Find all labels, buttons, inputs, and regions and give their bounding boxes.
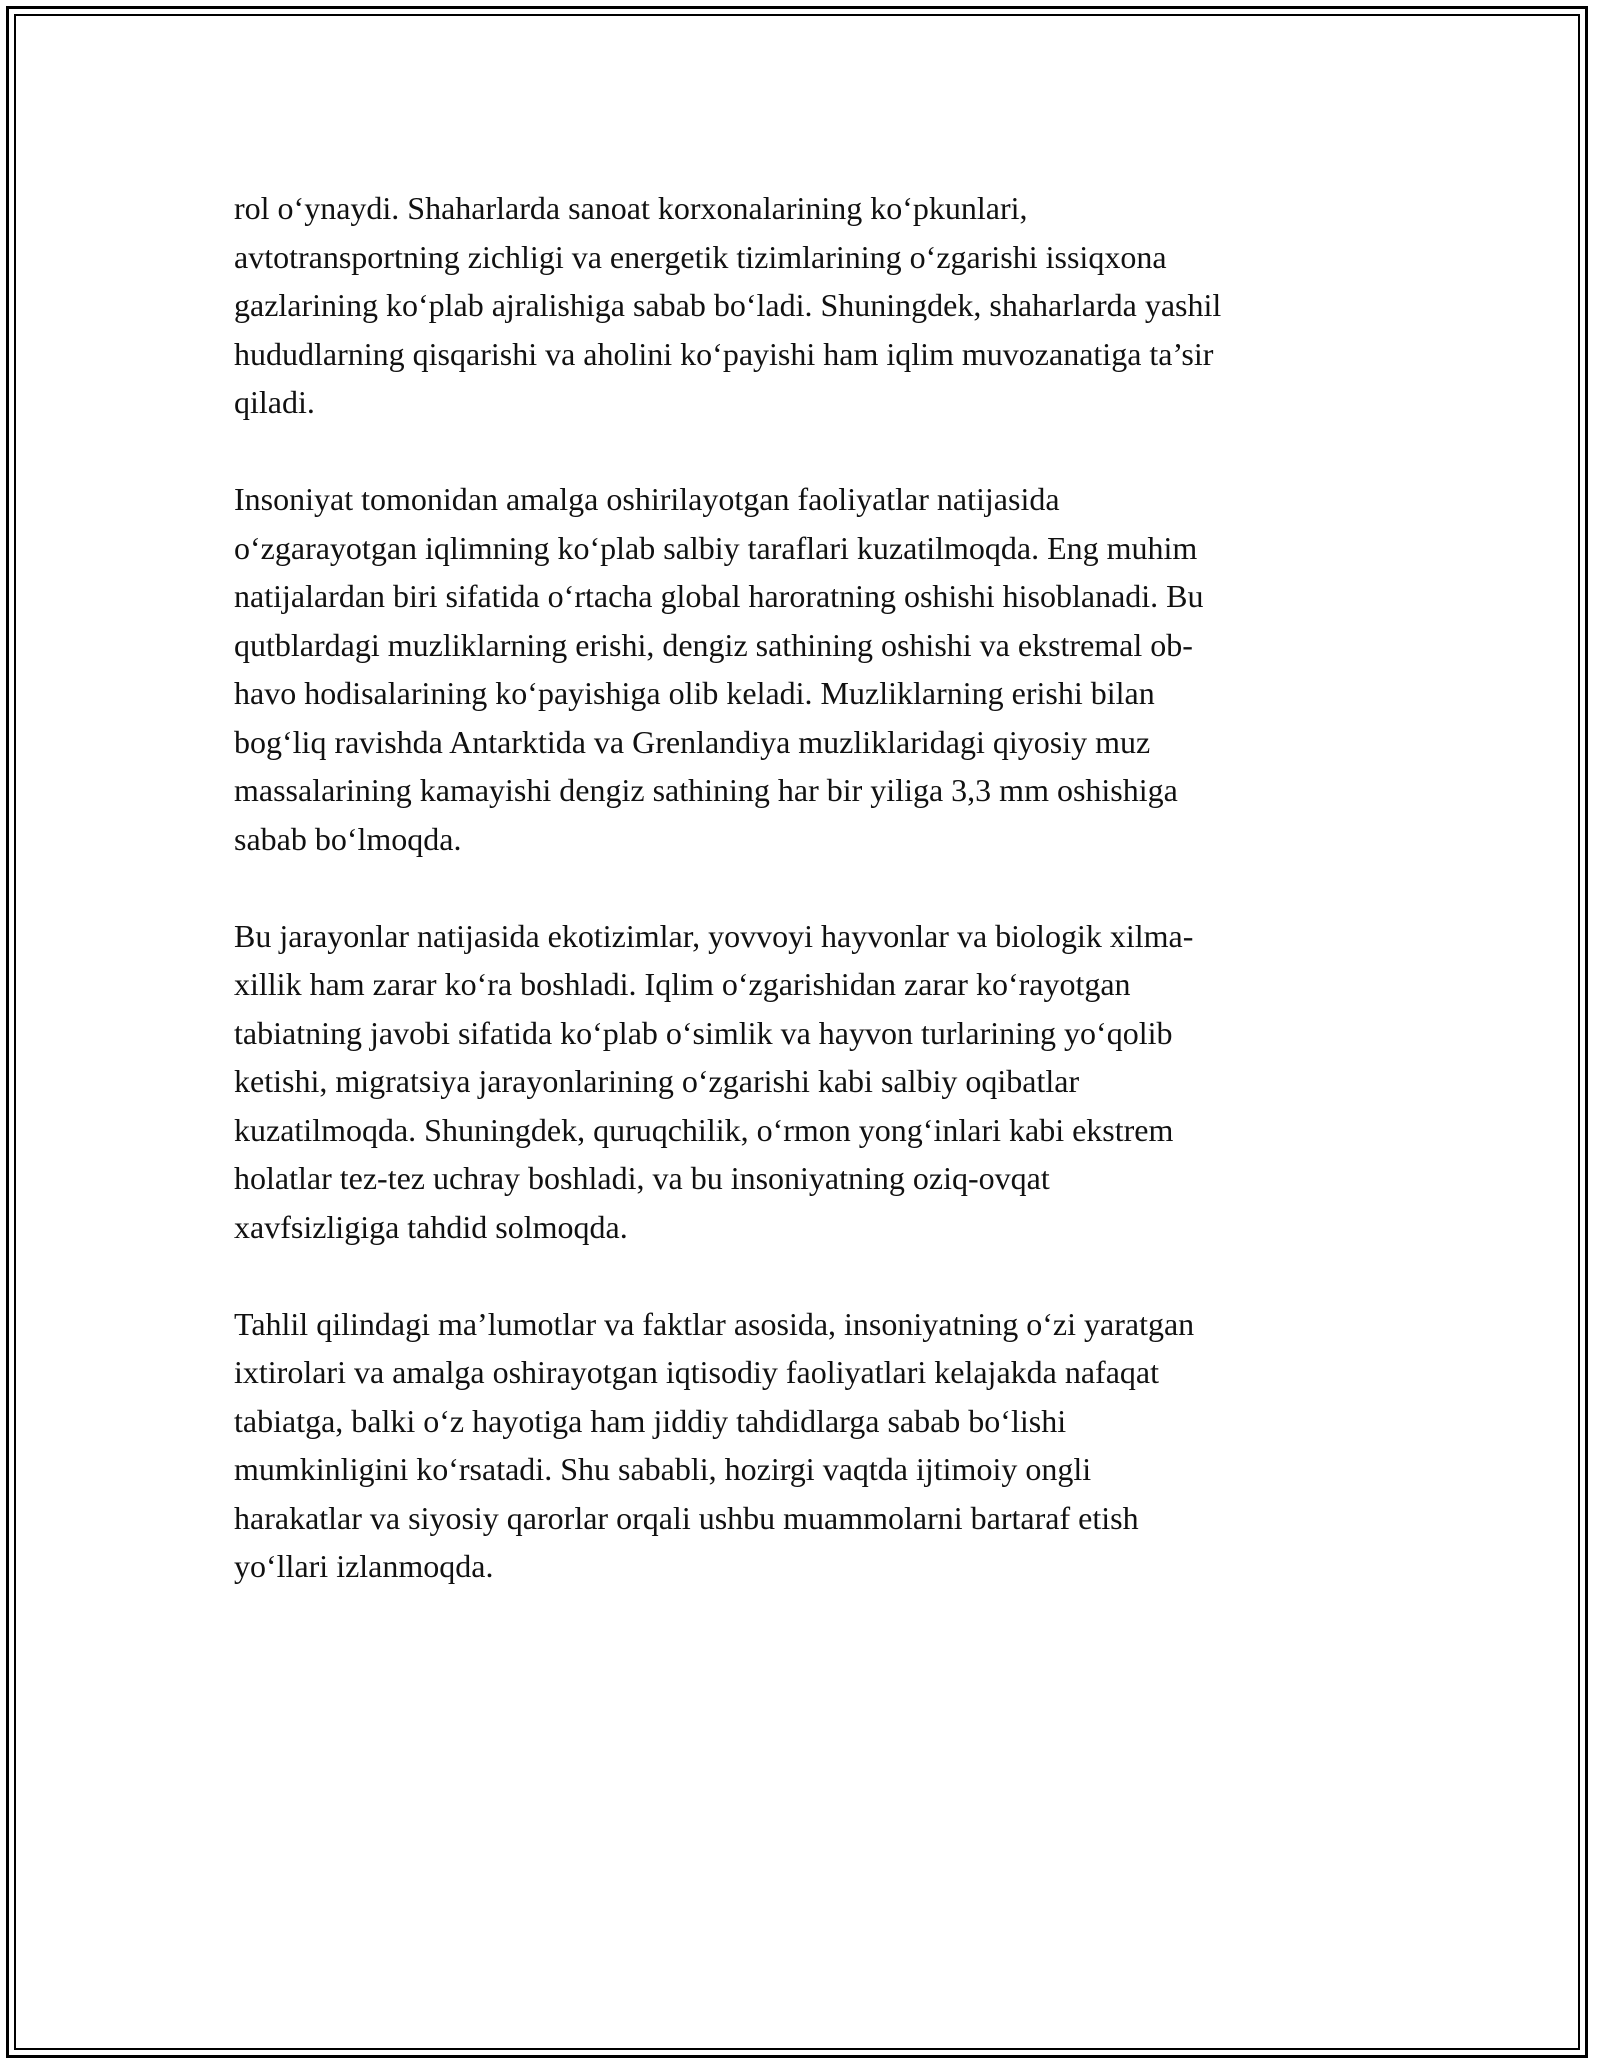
text-line: yo‘llari izlanmoqda. (234, 1548, 494, 1584)
text-line: qiladi. (234, 384, 315, 420)
text-line: kuzatilmoqda. Shuningdek, quruqchilik, o‘rmon yong‘inlari kabi ekstrem (234, 1111, 1174, 1148)
paragraph-1 (234, 184, 1374, 427)
text-line: tabiatga, balki o‘z hayotiga ham jiddiy tahdidlarga sabab bo‘lishi (234, 1402, 1067, 1439)
paragraph-4 (234, 1300, 1374, 1591)
text-line: Insoniyat tomonidan amalga oshirilayotgan faoliyatlar natijasida (234, 481, 1060, 517)
text-line: Bu jarayonlar natijasida ekotizimlar, yovvoyi hayvonlar va biologik xilma- (234, 917, 1194, 954)
text-line: bog‘liq ravishda Antarktida va Grenlandiya muzliklaridagi qiyosiy muz (234, 723, 1151, 760)
text-line: sabab bo‘lmoqda. (234, 820, 462, 857)
text-line: hududlarning qisqarishi va aholini ko‘payishi ham iqlim muvozanatiga ta’sir (234, 335, 1214, 372)
text-line: natijalardan biri sifatida o‘rtacha global haroratning oshishi hisoblanadi. Bu (234, 578, 1204, 614)
text-line: Tahlil qilindagi ma’lumotlar va faktlar asosida, insoniyatning o‘zi yaratgan (234, 1305, 1195, 1342)
text-line: xavfsizligiga tahdid solmoqda. (234, 1208, 628, 1245)
text-line: massalarining kamayishi dengiz sathining har bir yiliga 3,3 mm oshishiga (234, 772, 1178, 808)
text-line: o‘zgarayotgan iqlimning ko‘plab salbiy taraflari kuzatilmoqda. Eng muhim (234, 529, 1198, 566)
text-line: xillik ham zarar ko‘ra boshladi. Iqlim o‘zgarishidan zarar ko‘rayotgan (234, 966, 1131, 1002)
text-line: mumkinligini ko‘rsatadi. Shu sababli, hozirgi vaqtda ijtimoiy ongli (234, 1451, 1092, 1487)
text-line: gazlarining ko‘plab ajralishiga sabab bo‘ladi. Shuningdek, shaharlarda yashil (234, 287, 1222, 323)
text-line: harakatlar va siyosiy qarorlar orqali ushbu muammolarni bartaraf etish (234, 1499, 1139, 1536)
text-line: ketishi, migratsiya jarayonlarining o‘zgarishi kabi salbiy oqibatlar (234, 1063, 1080, 1099)
text-line: havo hodisalarining ko‘payishiga olib keladi. Muzliklarning erishi bilan (234, 675, 1155, 711)
paragraph-2 (234, 475, 1374, 863)
text-line: qutblardagi muzliklarning erishi, dengiz sathining oshishi va ekstremal ob- (234, 626, 1193, 663)
text-line: rol o‘ynaydi. Shaharlarda sanoat korxonalarining ko‘pkunlari, (234, 190, 1028, 226)
text-line: holatlar tez-tez uchray boshladi, va bu insoniyatning oziq-ovqat (234, 1160, 1050, 1196)
document-body (234, 184, 1374, 1639)
paragraph-3 (234, 912, 1374, 1252)
text-line: tabiatning javobi sifatida ko‘plab o‘simlik va hayvon turlarining yo‘qolib (234, 1014, 1173, 1051)
text-line: ixtirolari va amalga oshirayotgan iqtisodiy faoliyatlari kelajakda nafaqat (234, 1354, 1159, 1390)
text-line: avtotransportning zichligi va energetik tizimlarining o‘zgarishi issiqxona (234, 238, 1167, 275)
